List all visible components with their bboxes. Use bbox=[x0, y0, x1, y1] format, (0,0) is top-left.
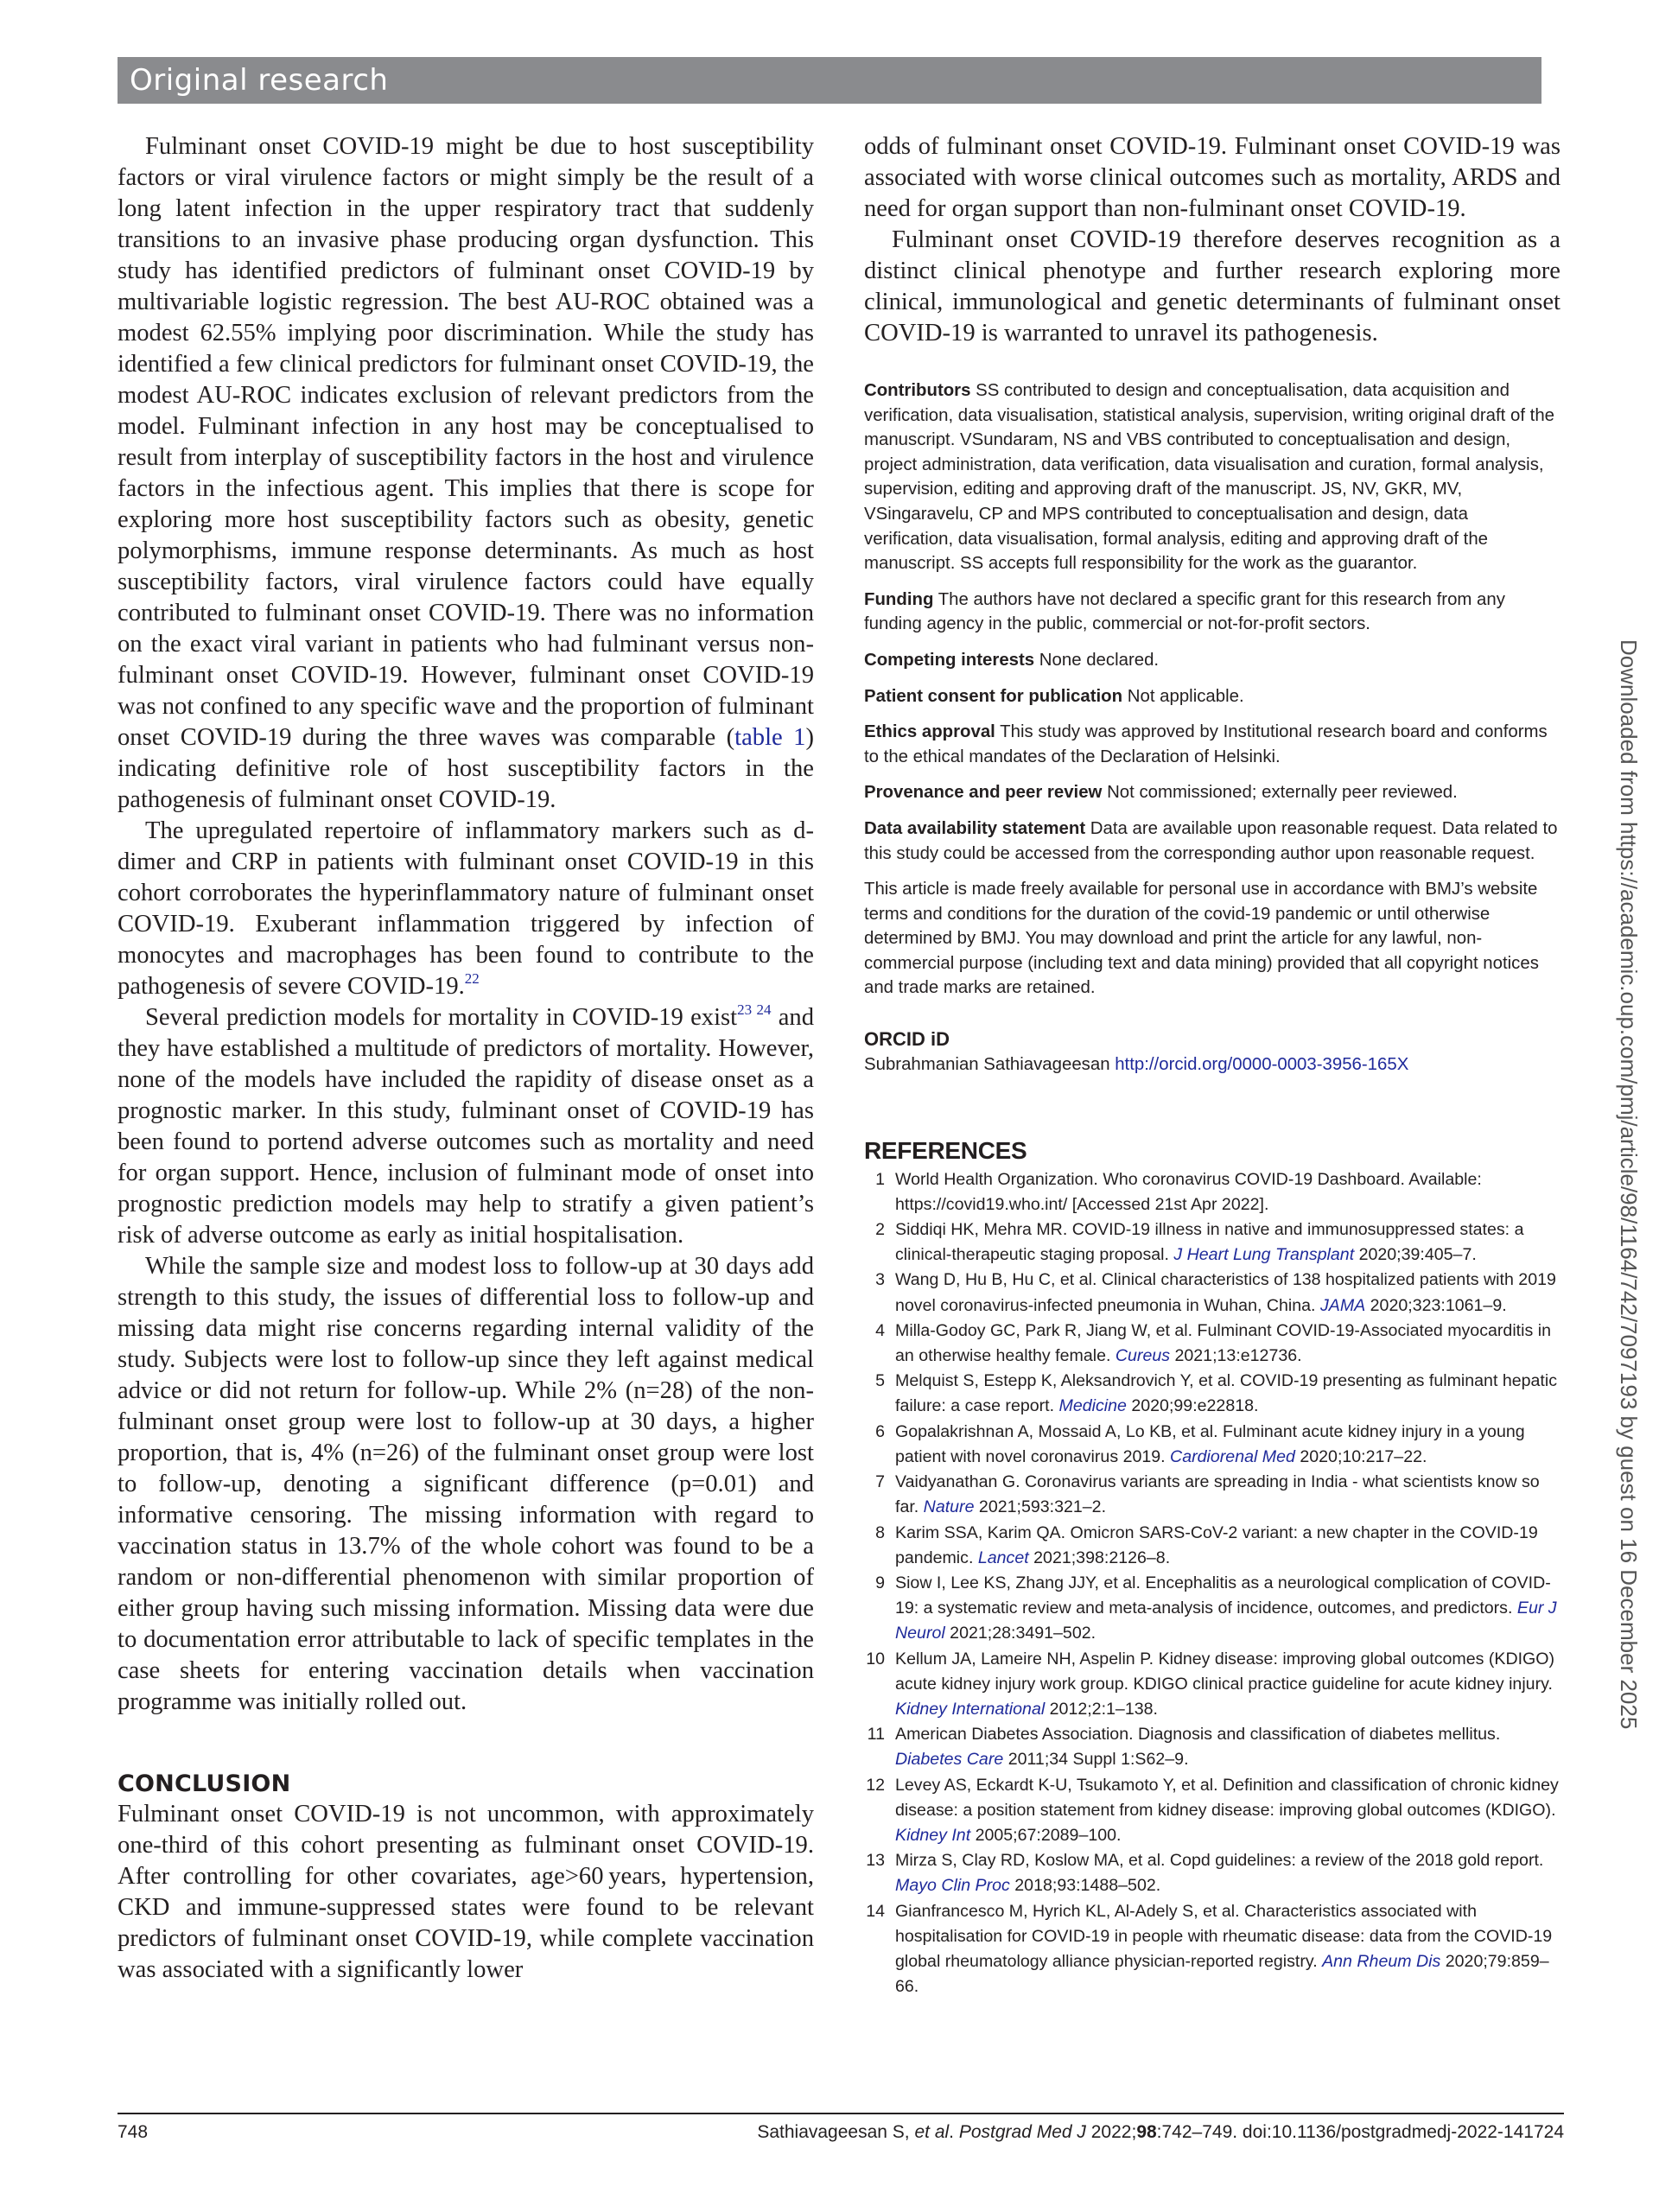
reference-item: 8 Karim SSA, Karim QA. Omicron SARS-CoV-2 variant: a new chapter in the COVID-19 pandemic. Lancet 2021;398:2126–8. bbox=[875, 1522, 1538, 1567]
paragraph-recognition: Fulminant onset COVID-19 therefore deserves recognition as a distinct clinical phenotype and further research exploring more clinical, immunological and genetic determinants of fulminant onset COVID-19 is warranted to unravel its pathogenesis. bbox=[864, 226, 1560, 346]
reference-item: 14 Gianfrancesco M, Hyrich KL, Al-Adely S, et al. Characteristics associated with hospitalisation for COVID-19 in people with rheumatic disease: data from the COVID-19 global rheumatology alliance physician-reported registry. Ann Rheum Dis 2020;79:859–66. bbox=[866, 1901, 1553, 1997]
journal-link[interactable]: Diabetes Care bbox=[895, 1750, 1004, 1770]
orcid-heading: ORCID iD bbox=[864, 1028, 950, 1051]
orcid-link[interactable]: http://orcid.org/0000-0003-3956-165X bbox=[1115, 1055, 1409, 1075]
journal-link[interactable]: Mayo Clin Proc bbox=[895, 1876, 1010, 1896]
section-header-bar bbox=[118, 57, 1541, 104]
reference-item: 1 World Health Organization. Who coronavirus COVID-19 Dashboard. Available: https://covid19.who.int/ [Accessed 21st Apr 2022]. bbox=[875, 1169, 1482, 1214]
reference-link-22[interactable]: 22 bbox=[464, 970, 480, 987]
reference-item: 12 Levey AS, Eckardt K-U, Tsukamoto Y, et al. Definition and classification of chronic kidney disease: a position statement from kidney disease: improving global outcomes (KDIGO). Kidney Int 2005;67:2089–100. bbox=[866, 1775, 1559, 1845]
reference-item: 6 Gopalakrishnan A, Mossaid A, Lo KB, et al. Fulminant acute kidney injury in a young patient with novel coronavirus 2019. Cardiorenal Med 2020;10:217–22. bbox=[875, 1421, 1525, 1466]
journal-link[interactable]: Lancet bbox=[977, 1548, 1029, 1567]
paragraph-inflammatory-markers: The upregulated repertoire of inflammatory markers such as d-dimer and CRP in patients with fulminant onset COVID-19 in this cohort corroborates the hyperinflammatory nature of fulminant onset COVID-19. Exuberant inflammation triggered by infection of monocytes and macrophages has been found to contribute to the pathogenesis of severe COVID-19.22 bbox=[118, 817, 814, 1000]
section-label: Original research bbox=[130, 63, 389, 98]
orcid-entry: Subrahmanian Sathiavageesan http://orcid.org/0000-0003-3956-165X bbox=[864, 1055, 1409, 1075]
journal-link[interactable]: Kidney Int bbox=[895, 1825, 971, 1845]
reference-item: 7 Vaidyanathan G. Coronavirus variants are spreading in India - what scientists know so far. Nature 2021;593:321–2. bbox=[875, 1472, 1540, 1517]
declaration-funding: Funding The authors have not declared a specific grant for this research from any funding agency in the public, commercial or not-for-profit sectors. bbox=[864, 589, 1505, 634]
reference-item: 11 American Diabetes Association. Diagnosis and classification of diabetes mellitus. Diabetes Care 2011;34 Suppl 1:S62–9. bbox=[867, 1725, 1501, 1770]
journal-link[interactable]: Ann Rheum Dis bbox=[1322, 1951, 1441, 1971]
footer-citation: Sathiavageesan S, et al. Postgrad Med J 2022;98:742–749. doi:10.1136/postgradmedj-2022-141724 bbox=[757, 2122, 1564, 2142]
paragraph-conclusion-continued: odds of fulminant onset COVID-19. Fulminant onset COVID-19 was associated with worse clinical outcomes such as mortality, ARDS and need for organ support than non-fulminant onset COVID-19. bbox=[864, 133, 1560, 222]
reference-item: 13 Mirza S, Clay RD, Koslow MA, et al. Copd guidelines: a review of the 2018 gold report. Mayo Clin Proc 2018;93:1488–502. bbox=[866, 1851, 1544, 1896]
paragraph-prediction-models: Several prediction models for mortality in COVID-19 exist$^{23 24}$ and they have established a multitude of predictors of mortality. However, none of the models have included the rapidity of disease onset as a prognostic marker. In this study, fulminant onset of COVID-19 has been found to portend adverse outcomes such as mortality and need for organ support. Hence, inclusion of fulminant mode of onset into prognostic prediction models may help to stratify a given patient’s risk of adverse outcome as early as initial hospitalisation. bbox=[118, 1001, 815, 1249]
reference-item: 2 Siddiqi HK, Mehra MR. COVID-19 illness in native and immunosuppressed states: a clinical-therapeutic staging proposal. J Heart Lung Transplant 2020;39:405–7. bbox=[875, 1220, 1524, 1265]
references-heading: REFERENCES bbox=[864, 1136, 1027, 1164]
reference-list bbox=[864, 1167, 1560, 2000]
table-1-link[interactable]: table 1 bbox=[734, 724, 806, 751]
journal-link[interactable]: Medicine bbox=[1058, 1396, 1127, 1416]
journal-link[interactable]: Kidney International bbox=[895, 1699, 1046, 1719]
left-column bbox=[118, 131, 814, 1986]
paragraph-host-factors: Fulminant onset COVID-19 might be due to host susceptibility factors or viral virulence factors or might simply be the result of a long latent infection in the upper respiratory tract that suddenly transitions to an invasive phase producing organ dysfunction. This study has identified predictors of fulminant onset COVID-19 by multivariable logistic regression. The best AU-ROC obtained was a modest 62.55% implying poor discrimination. While the study has identified a few clinical predictors for fulminant onset COVID-19, the modest AU-ROC indicates exclusion of relevant predictors from the model. Fulminant infection in any host may be conceptualised to result from interplay of susceptibility factors in the host and virulence factors in the infectious agent. This implies that there is scope for exploring more host susceptibility factors such as obesity, genetic polymorphisms, immune response determinants. As much as host susceptibility factors, viral virulence factors could have equally contributed to fulminant onset COVID-19. There was no information on the exact viral variant in patients who had fulminant versus non-fulminant onset COVID-19. However, fulminant onset COVID-19 was not confined to any specific wave and the proportion of fulminant onset COVID-19 during the three waves was comparable (table 1) indicating definitive role of host susceptibility factors in the pathogenesis of fulminant onset COVID-19. bbox=[118, 133, 815, 813]
footer-divider bbox=[118, 2113, 1564, 2114]
license-note: This article is made freely available for personal use in accordance with BMJ’s website terms and conditions for the duration of the covid-19 pandemic or until otherwise determined by BMJ. You may download and print the article for any lawful, non-commercial purpose (including text and data mining) provided that all copyright notices and trade marks are retained. bbox=[864, 880, 1539, 998]
reference-item: 3 Wang D, Hu B, Hu C, et al. Clinical characteristics of 138 hospitalized patients with 2019 novel coronavirus-infected pneumonia in Wuhan, China. JAMA 2020;323:1061–9. bbox=[875, 1270, 1556, 1315]
journal-link[interactable]: J Heart Lung Transplant bbox=[1173, 1245, 1355, 1265]
journal-link[interactable]: Eur J Neurol bbox=[895, 1599, 1557, 1643]
declaration-data-availability: Data availability statement Data are available upon reasonable request. Data related to this study could be accessed from the corresponding author upon reasonable request. bbox=[864, 818, 1558, 863]
reference-item: 9 Siow I, Lee KS, Zhang JJY, et al. Encephalitis as a neurological complication of COVID-19: a systematic review and meta-analysis of incidence, outcomes, and predictors. Eur J Neurol 2021;28:3491–502. bbox=[875, 1573, 1557, 1643]
declaration-competing-interests: Competing interests None declared. bbox=[864, 650, 1160, 670]
page-number: 748 bbox=[118, 2122, 149, 2142]
declaration-patient-consent: Patient consent for publication Not applicable. bbox=[864, 686, 1244, 706]
paragraph-limitations: While the sample size and modest loss to follow-up at 30 days add strength to this study, the issues of differential loss to follow-up and missing data might rise concerns regarding internal validity of the study. Subjects were lost to follow-up since they left against medical advice or did not return for follow-up. While 2% (n=28) of the non-fulminant onset group were lost to follow-up at 30 days, a higher proportion, that is, 4% (n=26) of the fulminant onset group were lost to follow-up, denoting a significant difference (p=0.01) and informative censoring. The missing information with regard to vaccination status in 13.7% of the whole cohort was found to be a random or non-differential phenomenon with similar proportion of either group having such missing information. Missing data were due to documentation error attributable to lack of specific templates in the case sheets for entering vaccination details when vaccination programme was initially rolled out. bbox=[118, 1253, 814, 1715]
reference-item: 4 Milla-Godoy GC, Park R, Jiang W, et al. Fulminant COVID-19-Associated myocarditis in an otherwise healthy female. Cureus 2021;13:e12736. bbox=[875, 1320, 1551, 1366]
declaration-provenance: Provenance and peer review Not commissioned; externally peer reviewed. bbox=[864, 783, 1458, 803]
journal-link[interactable]: Nature bbox=[923, 1497, 975, 1517]
declaration-contributors: Contributors SS contributed to design and conceptualisation, data acquisition and verification, data visualisation, statistical analysis, supervision, writing original draft of the manuscript. VSundaram, NS and VBS contributed to conceptualisation and design, project administration, data verification, data visualisation and curation, formal analysis, supervision, editing and approving draft of the manuscript. JS, NV, GKR, MV, VSingaravelu, CP and MPS contributed to conceptualisation and design, data verification, data visualisation, formal analysis, editing and approving draft of the manuscript. SS accepts full responsibility for the work as the guarantor. bbox=[864, 381, 1555, 574]
declaration-ethics-approval: Ethics approval This study was approved by Institutional research board and conforms to the ethical mandates of the Declaration of Helsinki. bbox=[864, 722, 1548, 766]
conclusion-heading: CONCLUSION bbox=[118, 1770, 291, 1797]
reference-item: 5 Melquist S, Estepp K, Aleksandrovich Y, et al. COVID-19 presenting as fulminant hepatic failure: a case report. Medicine 2020;99:e22818. bbox=[875, 1371, 1558, 1416]
download-watermark: Downloaded from https://academic.oup.com/pmj/article/98/1164/742/7097193 by guest on 16 December 2025 bbox=[1616, 639, 1642, 1730]
reference-link-23-24[interactable]: 23 24 bbox=[737, 1001, 772, 1018]
reference-item: 10 Kellum JA, Lameire NH, Aspelin P. Kidney disease: improving global outcomes (KDIGO) acute kidney injury work group. KDIGO clinical practice guideline for acute kidney injury. Kidney International 2012;2:1–138. bbox=[866, 1649, 1555, 1719]
paragraph-conclusion: Fulminant onset COVID-19 is not uncommon, with approximately one-third of this cohort presenting as fulminant onset COVID-19. After controlling for other covariates, age>60 years, hypertension, CKD and immune-suppressed states were found to be relevant predictors of fulminant onset COVID-19, while complete vaccination was associated with a significantly lower bbox=[118, 1801, 814, 1983]
declarations bbox=[864, 378, 1560, 1001]
right-column bbox=[864, 131, 1560, 1999]
journal-link[interactable]: Cardiorenal Med bbox=[1170, 1446, 1295, 1466]
journal-link[interactable]: Cureus bbox=[1115, 1346, 1171, 1366]
journal-link[interactable]: JAMA bbox=[1319, 1295, 1366, 1315]
